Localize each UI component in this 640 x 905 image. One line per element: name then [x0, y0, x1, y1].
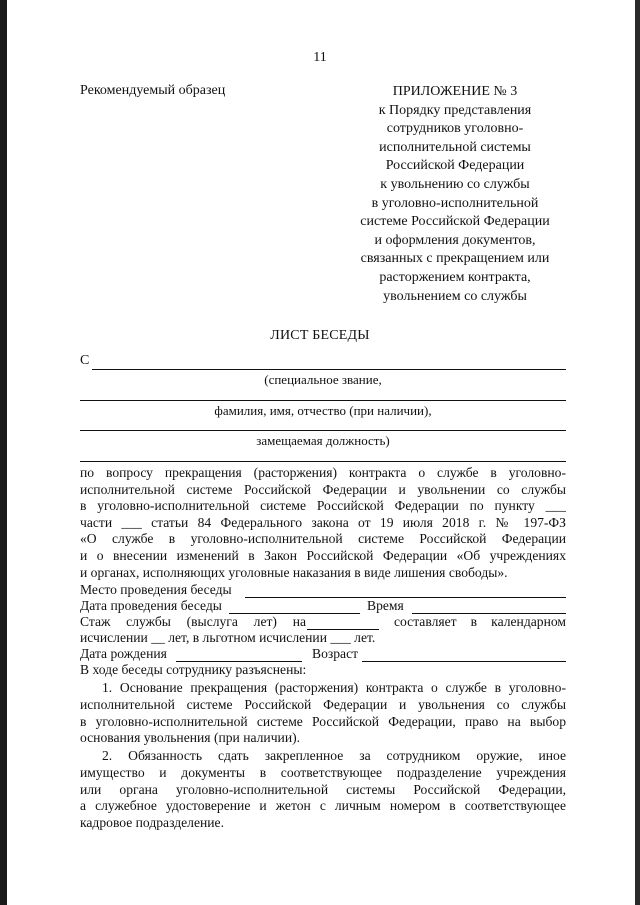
appendix-line: в уголовно-исполнительной [371, 195, 539, 211]
position-caption: замещаемая должность) [256, 433, 390, 448]
subject-line: и о внесении изменений в Закон Российской Федерации «Об учреждениях [80, 547, 566, 563]
document-title: ЛИСТ БЕСЕДЫ [270, 328, 370, 343]
appendix-line: системе Российской Федерации [360, 214, 550, 230]
paragraph-2-line: или органа уголовно-исполнительной системы Российской Федерации, [80, 781, 566, 797]
paragraph-1-line: 1. Основание прекращения (расторжения) контракта о службе в уголовно- [102, 680, 566, 695]
appendix-line: увольнением со службы [383, 288, 527, 304]
paragraph-1-line: исполнительной системе Российской Федерации и увольнения со службы [80, 696, 566, 712]
appendix-line: исполнительной системы [379, 139, 531, 155]
page-number: 11 [313, 50, 327, 65]
subject-line: «О службе в уголовно-исполнительной системе Российской Федерации [80, 531, 566, 547]
service-suffix-label: составляет в календарном [394, 614, 566, 629]
appendix-line: и оформления документов, [374, 232, 536, 248]
paragraph-2 [80, 748, 566, 832]
position-fill-line [80, 430, 566, 431]
paragraph-2-line: имущество и документы в соответствующее подразделение учреждения [80, 764, 566, 780]
service-prefix-label: Стаж службы (выслуга лет) на [80, 614, 306, 629]
with-prefix: С [80, 353, 90, 368]
paragraph-1-line: в уголовно-исполнительной системе Российской Федерации, право на выбор [80, 713, 566, 729]
extra-fill-line [80, 461, 566, 462]
time-label: Время [367, 598, 404, 613]
subject-line: в уголовно-исполнительной системе Российской Федерации по пункту ___ [80, 498, 566, 514]
name-fill-line [80, 400, 566, 401]
explained-intro-row [80, 662, 566, 678]
birth-date-label: Дата рождения [80, 646, 167, 661]
date-label: Дата проведения беседы [80, 598, 222, 613]
scan-edge-left [0, 0, 7, 905]
paragraph-2-line: а служебное удостоверение и жетон с личным номером в соответствующее [80, 798, 566, 814]
appendix-line: связанных с прекращением или [360, 251, 550, 267]
scan-edge-right [635, 0, 640, 905]
interviewee-row [80, 353, 566, 373]
appendix-header [345, 83, 565, 306]
paragraph-2-line: 2. Обязанность сдать закрепленное за сотрудником оружие, иное [102, 748, 566, 763]
paragraph-1 [80, 680, 566, 747]
date-time-field-row [80, 598, 566, 614]
appendix-line: расторжением контракта, [379, 269, 531, 285]
subject-paragraph [80, 465, 566, 581]
name-caption: фамилия, имя, отчество (при наличии), [214, 403, 432, 418]
service-line2-row [80, 630, 566, 646]
rank-caption: (специальное звание, [264, 372, 382, 387]
subject-line: и органах, исполняющих уголовные наказания в виде лишения свободы». [80, 564, 508, 580]
service-field-row [80, 614, 566, 630]
place-field-row [80, 582, 566, 598]
paragraph-1-line: основания увольнения (при наличии). [80, 730, 301, 746]
appendix-line: к увольнению со службы [380, 176, 530, 192]
age-label: Возраст [312, 646, 359, 661]
appendix-line: сотрудников уголовно- [386, 121, 524, 137]
recommended-sample-label: Рекомендуемый образец [80, 83, 226, 98]
subject-line: по вопросу прекращения (расторжения) контракта о службе в уголовно- [80, 465, 566, 480]
subject-line: части ___ статьи 84 Федерального закона от 19 июля 2018 г. № 197-ФЗ [80, 514, 566, 530]
appendix-line: Российской Федерации [385, 158, 525, 174]
paragraph-2-line: кадровое подразделение. [80, 815, 224, 831]
rank-fill-line [92, 369, 566, 370]
appendix-line: ПРИЛОЖЕНИЕ № 3 [392, 84, 518, 99]
appendix-line: к Порядку представления [378, 102, 532, 118]
explained-intro: В ходе беседы сотруднику разъяснены: [80, 662, 307, 677]
birth-age-field-row [80, 646, 566, 662]
service-line2: исчислении __ лет, в льготном исчислении ___ лет. [80, 630, 376, 645]
place-label: Место проведения беседы [80, 582, 232, 597]
subject-line: исполнительной системе Российской Федерации и увольнении со службы [80, 481, 566, 497]
